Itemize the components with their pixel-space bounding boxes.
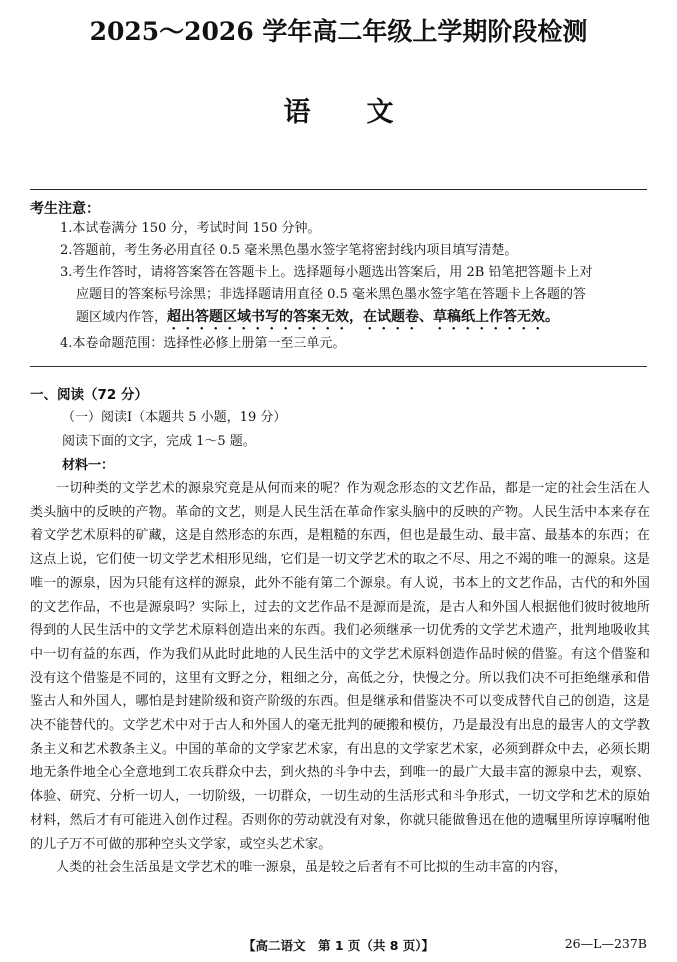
notice-list	[60, 218, 650, 355]
passage-paragraph-2: 人类的社会生活虽是文学艺术的唯一源泉，虽是较之后者有不可比拟的生动丰富的内容，	[56, 860, 567, 876]
notice-item-3-emphasis: 超出答题区域书写的答案无效，在试题卷、草稿纸上作答无效。	[167, 309, 560, 325]
notice-item-3-line-2: 应题目的答案标号涂黑；非选择题请用直径 0.5 毫米黑色墨水签字笔在答题卡上各题的答	[76, 287, 586, 302]
notice-item-4: 4.本卷命题范围：选择性必修上册第一至三单元。	[60, 336, 346, 351]
material-label: 材料一：	[62, 458, 115, 473]
notice-item-2: 2.答题前，考生务必用直径 0.5 毫米黑色墨水签字笔将密封线内项目填写清楚。	[60, 243, 518, 258]
notice-item-1: 1.本试卷满分 150 分，考试时间 150 分钟。	[60, 221, 321, 236]
exam-title: 2025～2026 学年高二年级上学期阶段检测	[89, 17, 588, 46]
divider-bottom	[30, 366, 647, 367]
subject-title: 语文	[283, 97, 450, 128]
notice-heading: 考生注意：	[30, 201, 100, 217]
notice-item-3-line-1: 3.考生作答时，请将答案答在答题卡上。选择题每小题选出答案后，用 2B 铅笔把答题卡上对	[60, 265, 593, 280]
notice-item-3-text: 题区域内作答，	[76, 310, 168, 325]
instruction: 阅读下面的文字，完成 1～5 题。	[62, 434, 256, 449]
passage-paragraph-1: 一切种类的文学艺术的源泉究竟是从何而来的呢？作为观念形态的文艺作品，都是一定的社会生活在人类头脑中的反映的产物。革命的文艺，则是人民生活在革命作家头脑中的反映的产物。人民生活中本来存在着文学艺术原料的矿藏，这是自然形态的东西，是粗糙的东西，但也是最生动、最丰富、最基本的东西；在这点上说，它们使一切文学艺术相形见绌，它们是一切文学艺术的取之不尽、用之不竭的唯一的源泉。这是唯一的源泉，因为只能有这样的源泉，此外不能有第二个源泉。有人说，书本上的文艺作品，古代的和外国的文艺作品，不也是源泉吗？实际上，过去的文艺作品不是源而是流，是古人和外国人根据他们彼时彼地所得到的人民生活中的文学艺术原料创造出来的东西。我们必须继承一切优秀的文学艺术遗产，批判地吸收其中一切有益的东西，作为我们从此时此地的人民生活中的文学艺术原料创造作品时候的借鉴。有这个借鉴和没有这个借鉴是不同的，这里有文野之分，粗细之分，高低之分，快慢之分。所以我们决不可拒绝继承和借鉴古人和外国人，哪怕是封建阶级和资产阶级的东西。但是继承和借鉴决不可以变成替代自己的创造，这是决不能替代的。文学艺术中对于古人和外国人的毫无批判的硬搬和模仿，乃是最没有出息的最害人的文学教条主义和艺术教条主义。中国的革命的文学家艺术家，有出息的文学家艺术家，必须到群众中去，必须长期地无条件地全心全意地到工农兵群众中去，到火热的斗争中去，到唯一的最广大最丰富的源泉中去，观察、体验、研究、分析一切人，一切阶级，一切群众，一切生动的生活形式和斗争形式，一切文学和艺术的原始材料，然后才有可能进入创作过程。否则你的劳动就没有对象，你就只能做鲁迅在他的遗嘱里所谆谆嘱咐他的儿子万不可做的那种空头文学家，或空头艺术家。	[30, 481, 650, 852]
footer-page-text: 【高二语文 第 1 页（共 8 页）】	[242, 938, 435, 953]
notice-item-3-line-3	[60, 306, 650, 333]
divider-top	[30, 189, 647, 190]
sub-heading: （一）阅读Ⅰ（本题共 5 小题，19 分）	[62, 410, 287, 425]
section-heading: 一、阅读（72 分）	[30, 387, 148, 403]
passage-body	[30, 477, 650, 880]
footer	[0, 936, 677, 954]
notice-item-3	[60, 262, 650, 333]
footer-exam-code: 26—L—237B	[564, 936, 647, 951]
